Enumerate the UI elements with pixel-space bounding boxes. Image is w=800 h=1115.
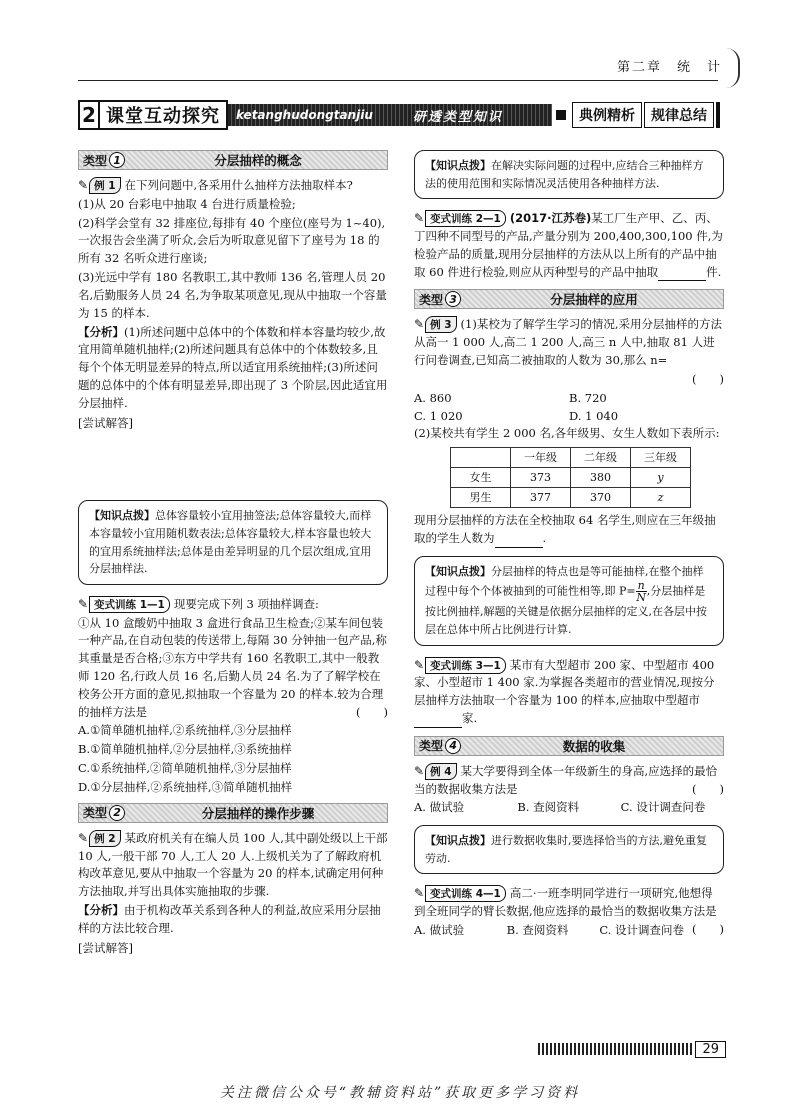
example-label: 例 1 (89, 177, 120, 194)
answer-paren[interactable]: ( ) (356, 704, 388, 719)
table-cell: 377 (511, 488, 571, 508)
example-3-part-2: (2)某校共有学生 2 000 名,各年级男、女生人数如下表所示: (414, 426, 720, 441)
example-1-item: (3)光远中学有 180 名教职工,其中教师 136 名,管理人员 20 名,后勤服务人员 24 名,为争取某项意见,现从中抽取一个容量为 15 的样本. (78, 270, 387, 320)
knowledge-label: 【知识点拨】 (425, 159, 491, 172)
left-column (78, 150, 388, 957)
variant-2-1: ✎ 变式训练 2—1 (2017·江苏卷)某工厂生产甲、乙、丙、丁四种不同型号的产品,产量分别为 200,400,300,100 件,为检验产品的质量,现用分层抽样的方法从以上所有的产品中抽取 60 件进行检验,则应从丙种型号的产品中抽取 件. (414, 209, 724, 281)
answer-paren[interactable]: ( ) (692, 781, 724, 796)
option-d[interactable]: D. 1 040 (569, 408, 619, 423)
student-count-table (450, 447, 691, 508)
section-number: 2 (78, 100, 100, 130)
example-label: 例 2 (89, 830, 120, 847)
table-row (451, 488, 691, 508)
variant-3-1: ✎ 变式训练 3—1 某市有大型超市 200 家、中型超市 400 家、小型超市 1 400 家.为掌握各类超市的营业情况,现按分层抽样方法抽取一个容量为 100 的样本,应抽取中型超市家. (414, 656, 724, 728)
type-number-icon: 2 (109, 805, 125, 821)
pencil-icon: ✎ (414, 317, 425, 332)
knowledge-label: 【知识点拨】 (425, 564, 491, 578)
variant-body: ①从 10 盒酸奶中抽取 3 盒进行食品卫生检查;②某车间包装一种产品,在自动包装的传送带上,每隔 30 分钟抽一包产品,称其重量是否合格;③东方中学共有 160 名教职工,其中一般教师 120 名,行政人员 16 名,后勤人员 24 名.为了了解学校在校务公开方面的意见,拟抽取一个容量为 20 的样本.较为合理的抽样方法是 ( ) (78, 615, 388, 722)
option-b[interactable]: B. 720 (569, 390, 607, 405)
analysis-1 (78, 324, 388, 413)
example-3: ✎ 例 3 (1)某校为了解学生学习的情况,采用分层抽样的方法从高一 1 000 人,高二 1 200 人,高三 n 人中,抽取 81 人进行问卷调查,已知高二被抽取的人数为 30,那么 n= (414, 317, 722, 368)
analysis-text: 由于机构改革关系到各种人的利益,故应采用分层抽样的方法比较合理. (78, 902, 381, 935)
type-number-icon: 3 (445, 291, 461, 307)
option-a[interactable]: A. 做试验 (414, 923, 465, 938)
example-question: 在下列问题中,各采用什么抽样方法抽取样本? (124, 178, 353, 192)
variant-question: 现要完成下列 3 项抽样调查: (173, 596, 319, 611)
example-label: 例 3 (425, 316, 456, 333)
table-cell: 女生 (451, 468, 511, 488)
knowledge-box (78, 500, 388, 584)
variant-label: 变式训练 4—1 (425, 885, 506, 902)
table-cell: 二年级 (571, 448, 631, 468)
footer-note: 关注微信公众号“教辅资料站”获取更多学习资料 (219, 1085, 581, 1101)
table-header-row (451, 448, 691, 468)
table-cell: 380 (571, 468, 631, 488)
variant-label: 变式训练 2—1 (425, 210, 506, 227)
options-row (414, 922, 692, 940)
pencil-icon: ✎ (414, 886, 425, 901)
type-4-header (414, 736, 724, 756)
chapter-bracket-decoration (726, 48, 740, 88)
knowledge-text: 进行数据收集时,要选择恰当的方法,避免重复劳动. (425, 834, 707, 865)
option-b[interactable]: B. 查阅资料 (517, 800, 580, 815)
banner-box-examples: 典例精析 (572, 102, 642, 128)
option-b[interactable]: B. 查阅资料 (506, 923, 569, 938)
try-answer-label: [尝试解答] (78, 415, 133, 430)
pencil-icon: ✎ (78, 596, 89, 611)
type-tag: 类型 2 (79, 804, 129, 821)
type-2-header (78, 803, 388, 823)
example-4: ✎ 例 4 某大学要得到全体一年级新生的身高,应选择的最恰当的数据收集方法是 ( ) (414, 762, 724, 799)
chapter-header: 第二章 统 计 (616, 60, 722, 75)
banner-pinyin: ketanghudongtanjiu (236, 108, 373, 122)
option-a[interactable]: A. 做试验 (414, 800, 465, 815)
pencil-icon: ✎ (414, 657, 425, 672)
option-d[interactable]: D.①分层抽样,②系统抽样,③简单随机抽样 (78, 779, 293, 794)
table-cell: 373 (511, 468, 571, 488)
option-c[interactable]: C. 设计调查问卷 (620, 800, 706, 815)
section-banner (78, 100, 720, 130)
table-cell: 370 (571, 488, 631, 508)
knowledge-box (414, 150, 724, 199)
type-title: 分层抽样的操作步骤 (201, 805, 315, 821)
answer-space[interactable] (78, 432, 388, 492)
example-question: 某政府机关有在编人员 100 人,其中副处级以上干部 10 人,一般干部 70 人,工人 20 人.上级机关为了了解政府机构改革意见,要从中抽取一个容量为 20 的样本,试确定用何种方法抽取,并写出具体实施抽取的步骤. (78, 830, 388, 899)
variant-label: 变式训练 3—1 (425, 657, 506, 674)
banner-subtitle: 研透类型知识 (412, 109, 503, 125)
variant-label: 变式训练 1—1 (89, 596, 170, 613)
pencil-icon: ✎ (78, 830, 89, 845)
analysis-label: 【分析】 (78, 902, 124, 917)
answer-blank[interactable] (414, 716, 462, 728)
answer-blank[interactable] (658, 269, 706, 281)
knowledge-label: 【知识点拨】 (89, 509, 155, 523)
example-1-item: (2)科学会堂有 32 排座位,每排有 40 个座位(座号为 1~40),一次报告会坐满了听众,会后为听取意见留下了座号为 18 的所有 32 名听众进行座谈; (78, 215, 386, 266)
banner-strip (228, 104, 552, 126)
analysis-label: 【分析】 (78, 324, 124, 339)
answer-blank[interactable] (495, 536, 543, 548)
try-answer-label: [尝试解答] (78, 940, 133, 955)
table-cell (451, 448, 511, 468)
pencil-icon: ✎ (414, 763, 425, 778)
banner-end-bar (716, 102, 720, 128)
analysis-text: (1)所述问题中总体中的个体数和样本容量均较少,故宜用简单随机抽样;(2)所述问题具有总体中的个体数较多,且每个个体无明显差异的特点,所以适宜用系统抽样;(3)所述问题的总体中的个体有明显差异,即出现了 3 个阶层,因此适宜用分层抽样. (78, 324, 388, 410)
type-tag: 类型 3 (415, 291, 465, 308)
option-a[interactable]: A.①简单随机抽样,②系统抽样,③分层抽样 (78, 723, 292, 738)
page-number: 29 (695, 1041, 726, 1058)
example-1-item: (1)从 20 台彩电中抽取 4 台进行质量检验; (78, 196, 296, 211)
type-1-header (78, 150, 388, 170)
answer-paren[interactable]: ( ) (692, 922, 724, 937)
knowledge-box: 【知识点拨】分层抽样的特点也是等可能抽样,在整个抽样过程中每个个体被抽到的可能性相等,即 P= $\frac{n}{N}$ ,分层抽样是按比例抽样,解题的关键是依据分层抽样的定义,在各层中按层在总体中所占比例进行计算. (414, 556, 724, 646)
table-cell: y (631, 468, 691, 488)
fraction-n-over-n: $\frac{n}{N}$ (636, 579, 646, 605)
analysis-2 (78, 902, 388, 938)
right-column (414, 150, 724, 940)
knowledge-box (414, 825, 724, 874)
type-3-header (414, 289, 724, 309)
type-title: 分层抽样的概念 (214, 153, 302, 168)
square-bullet-icon (556, 110, 566, 120)
header-divider (78, 80, 718, 81)
table-row (451, 468, 691, 488)
table-cell: 三年级 (631, 448, 691, 468)
example-3-part-2-end: 现用分层抽样的方法在全校抽取 64 名学生,则应在三年级抽取的学生人数为 . (414, 512, 724, 548)
page-number-block (538, 1040, 726, 1058)
pencil-icon: ✎ (414, 211, 425, 226)
example-1 (78, 176, 388, 195)
type-tag: 类型 1 (79, 152, 129, 169)
knowledge-label: 【知识点拨】 (425, 834, 491, 848)
variant-source: (2017·江苏卷) (509, 211, 592, 226)
options-row (414, 408, 724, 426)
table-cell: 一年级 (511, 448, 571, 468)
answer-paren[interactable]: ( ) (692, 371, 724, 386)
option-c[interactable]: C. 设计调查问卷 (599, 923, 685, 938)
type-tag: 类型 4 (415, 737, 465, 754)
banner-box-summary: 规律总结 (644, 102, 714, 128)
knowledge-text: 总体容量较小宜用抽签法;总体容量较大,而样本容量较小宜用随机数表法;总体容量较大,样本容量也较大的宜用系统抽样法;总体是由差异明显的几个层次组成,宜用分层抽样法. (89, 509, 372, 576)
option-c[interactable]: C. 1 020 (414, 408, 463, 423)
table-cell: 男生 (451, 488, 511, 508)
type-title: 数据的收集 (562, 738, 626, 754)
type-number-icon: 1 (109, 152, 125, 168)
options-row (414, 799, 724, 817)
table-cell: z (631, 488, 691, 508)
variant-1-1 (78, 595, 388, 614)
options-row (414, 390, 724, 408)
variant-4-1: ✎ 变式训练 4—1 高二·一班李明同学进行一项研究,他想得到全班同学的臂长数据,他应选择的最恰当的数据收集方法是 ( ) (414, 884, 724, 921)
knowledge-text: 在解决实际问题的过程中,应结合三种抽样方法的使用范围和实际情况灵活使用各种抽样方法. (425, 159, 704, 190)
type-title: 分层抽样的应用 (550, 292, 638, 308)
example-label: 例 4 (425, 763, 456, 780)
option-a[interactable]: A. 860 (414, 390, 452, 405)
option-c[interactable]: C.①系统抽样,②简单随机抽样,③分层抽样 (78, 761, 292, 776)
pencil-icon: ✎ (78, 178, 89, 192)
page-hatch-decoration (538, 1043, 692, 1055)
section-title: 课堂互动探究 (100, 100, 228, 130)
example-2 (78, 829, 388, 901)
type-number-icon: 4 (445, 738, 461, 754)
option-b[interactable]: B.①简单随机抽样,②分层抽样,③系统抽样 (78, 742, 292, 757)
